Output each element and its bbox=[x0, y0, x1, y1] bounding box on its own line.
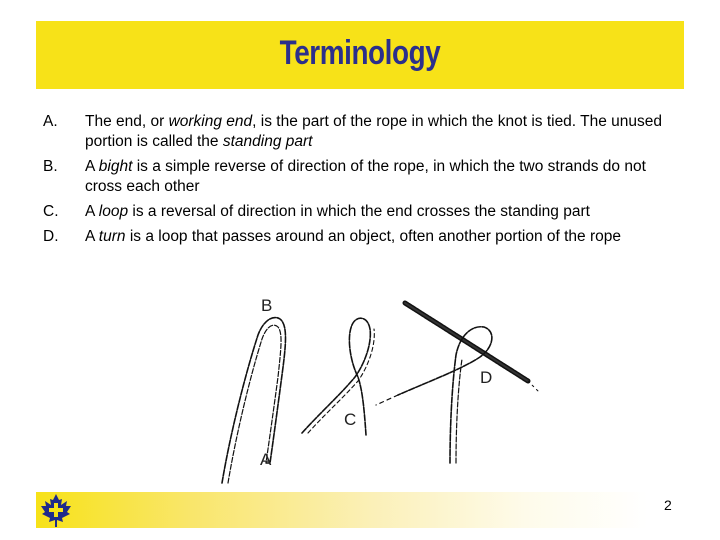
item-marker: C. bbox=[43, 203, 59, 220]
list-item-a bbox=[43, 112, 693, 152]
bight-rope-drawing bbox=[222, 318, 286, 483]
turn-rope-drawing bbox=[376, 303, 540, 463]
italic-term: bight bbox=[98, 158, 133, 175]
maple-leaf-cross-icon bbox=[36, 492, 76, 528]
label-b: B bbox=[261, 296, 273, 315]
italic-term: loop bbox=[98, 203, 129, 220]
terminology-list bbox=[43, 112, 693, 252]
label-a: A bbox=[260, 450, 272, 469]
text-segment: A bbox=[85, 158, 99, 175]
item-text bbox=[85, 112, 693, 152]
item-marker: A. bbox=[43, 113, 58, 130]
italic-term: working end bbox=[168, 113, 253, 130]
list-item-b bbox=[43, 157, 693, 197]
italic-term: standing part bbox=[222, 133, 313, 150]
text-segment: is a reversal of direction in which the end crosses the standing part bbox=[128, 203, 590, 220]
item-marker: D. bbox=[43, 228, 59, 245]
list-item-c bbox=[43, 202, 693, 222]
rope-terminology-illustration bbox=[200, 285, 570, 490]
text-segment: is a loop that passes around an object, often another portion of the rope bbox=[125, 228, 621, 245]
text-segment: is a simple reverse of direction of the rope, in which the two strands do not cross each other bbox=[85, 158, 646, 195]
item-marker: B. bbox=[43, 158, 58, 175]
title-bar bbox=[36, 21, 684, 89]
text-segment: , is the part of the rope in which the knot is tied. The unused portion is called the bbox=[85, 113, 663, 150]
text-segment: A bbox=[85, 228, 99, 245]
text-segment: The end, or bbox=[85, 113, 169, 130]
loop-rope-drawing bbox=[302, 318, 374, 435]
label-d: D bbox=[480, 368, 493, 387]
slide-title: Terminology bbox=[279, 33, 441, 72]
item-text bbox=[85, 202, 693, 222]
label-c: C bbox=[344, 410, 357, 429]
text-segment: A bbox=[85, 203, 99, 220]
list-item-d bbox=[43, 227, 693, 247]
italic-term: turn bbox=[98, 228, 126, 245]
item-text bbox=[85, 227, 693, 247]
page-number: 2 bbox=[664, 497, 672, 513]
footer-bar bbox=[36, 492, 648, 528]
item-text bbox=[85, 157, 693, 197]
